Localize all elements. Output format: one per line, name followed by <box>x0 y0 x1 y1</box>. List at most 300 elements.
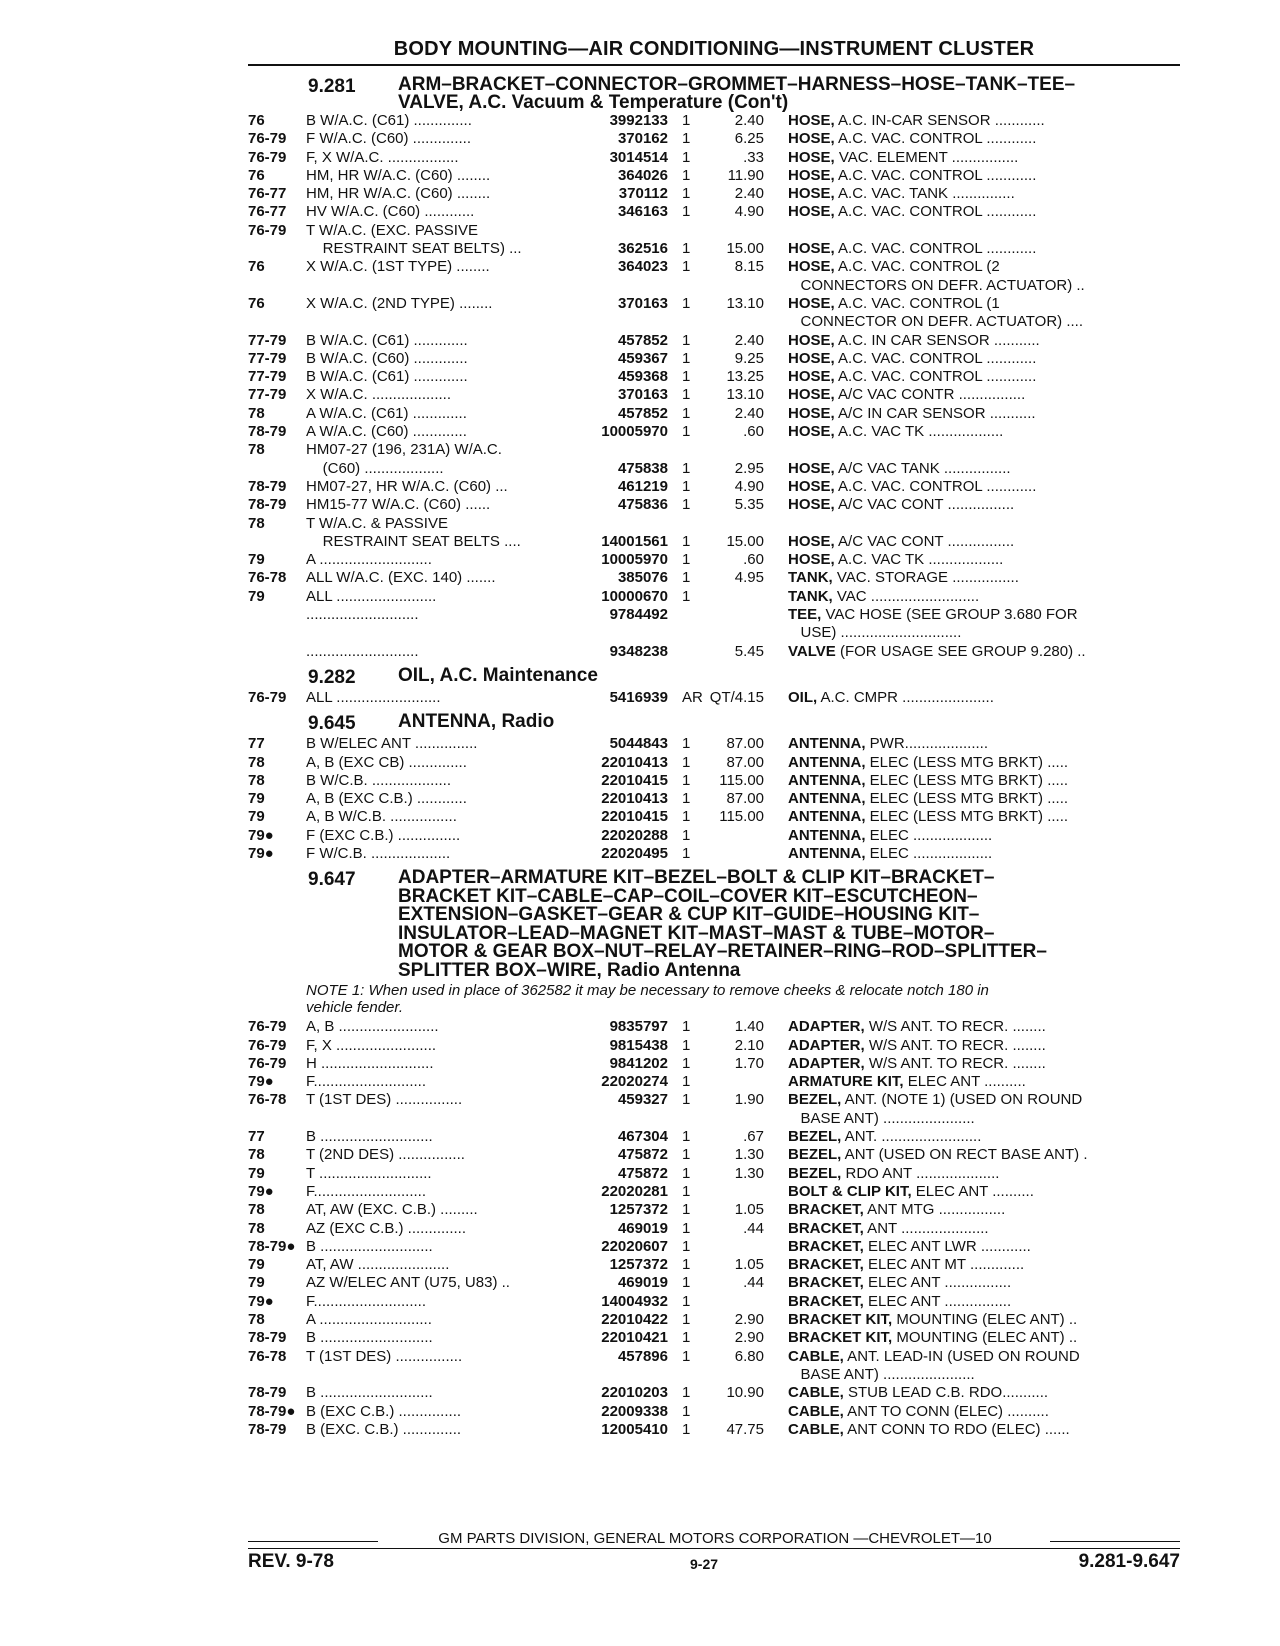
part-name <box>788 827 1188 845</box>
part-name-detail: ELEC (LESS MTG BRKT) ..... <box>865 808 1069 826</box>
part-name-bold: BRACKET, <box>788 1237 864 1255</box>
table-row <box>248 1329 1188 1347</box>
part-name-bold: HOSE, <box>788 148 835 166</box>
part-name-bold: HOSE, <box>788 331 835 349</box>
price: 1.40 <box>734 1018 764 1036</box>
section-title-line: ARM–BRACKET–CONNECTOR–GROMMET–HARNESS–HOSE–TANK–TEE– <box>398 74 1076 95</box>
model-description: ALL ......................... <box>306 688 441 706</box>
model-description: A, B W/C.B. ................ <box>306 808 457 826</box>
table-row <box>248 772 1188 790</box>
part-name-bold: HOSE, <box>788 166 835 184</box>
quantity: 1 <box>682 771 691 789</box>
model-year: 78-79 <box>248 1384 287 1402</box>
part-name <box>788 1110 1188 1128</box>
quantity: 1 <box>682 1164 691 1182</box>
quantity: 1 <box>682 1347 691 1365</box>
part-name <box>788 1091 1188 1109</box>
part-name-detail: CONNECTORS ON DEFR. ACTUATOR) .. <box>788 276 1085 294</box>
model-description: H ........................... <box>306 1054 434 1072</box>
section-header <box>248 869 1188 980</box>
part-name <box>788 1293 1188 1311</box>
price: 1.30 <box>734 1146 764 1164</box>
quantity <box>668 277 698 295</box>
model-description: A ........................... <box>306 1311 432 1329</box>
model-year: 79● <box>248 826 274 844</box>
part-name-detail: A.C. VAC. CONTROL ............ <box>834 368 1037 386</box>
model-year: 76 <box>248 112 265 129</box>
price <box>698 441 788 459</box>
price: .33 <box>743 148 764 166</box>
part-name-detail: A.C. VAC. CONTROL ............ <box>834 477 1037 495</box>
section-header <box>248 713 1188 735</box>
part-number: 22010203 <box>601 1384 668 1402</box>
quantity: 1 <box>682 1128 691 1146</box>
price: 2.40 <box>734 331 764 349</box>
part-number: 5416939 <box>609 688 668 706</box>
price: .60 <box>743 551 764 569</box>
price: 10.90 <box>726 1384 764 1402</box>
price: 13.25 <box>726 368 764 386</box>
part-name-bold: BEZEL, <box>788 1146 842 1164</box>
model-year: 77-79 <box>248 331 287 349</box>
table-row <box>248 1311 1188 1329</box>
part-name-detail: ELEC ................... <box>865 826 993 844</box>
part-name-bold: HOSE, <box>788 404 835 422</box>
model-year: 79 <box>248 808 265 826</box>
part-name-bold: ANTENNA, <box>788 735 866 753</box>
table-row <box>248 405 1188 423</box>
part-number <box>586 313 668 331</box>
model-description: AZ W/ELEC ANT (U75, U83) .. <box>306 1274 510 1292</box>
footer-rule-right <box>1050 1541 1180 1542</box>
model-description <box>306 1366 586 1384</box>
part-name-detail: BASE ANT) ...................... <box>788 1109 975 1127</box>
quantity <box>668 515 698 533</box>
model-description: (C60) ................... <box>306 459 444 477</box>
section-title <box>398 76 1188 112</box>
part-number: 469019 <box>617 1274 668 1292</box>
revision-label: REV. 9-78 <box>248 1551 334 1572</box>
section-title-line: ANTENNA, Radio <box>398 711 555 733</box>
section-header <box>248 76 1188 112</box>
part-number: 459368 <box>617 368 668 386</box>
table-row <box>248 1110 1188 1128</box>
quantity <box>668 1110 698 1128</box>
model-year <box>248 624 306 642</box>
section-title-line: EXTENSION–GASKET–GEAR & CUP KIT–GUIDE–HOUSING KIT– <box>398 904 980 926</box>
model-description: HM07-27 (196, 231A) W/A.C. <box>306 441 502 459</box>
part-name-bold: ARMATURE KIT, <box>788 1073 904 1091</box>
page-number: 9-27 <box>690 1556 719 1572</box>
model-description: T (1ST DES) ................ <box>306 1347 463 1365</box>
quantity <box>668 624 698 642</box>
part-number: 22010413 <box>601 790 668 808</box>
model-year <box>248 643 306 661</box>
model-year: 77-79 <box>248 386 287 404</box>
price: 8.15 <box>734 258 764 276</box>
model-description: B ........................... <box>306 1237 433 1255</box>
part-name-detail: A.C. VAC. CONTROL ............ <box>834 130 1037 148</box>
quantity: 1 <box>682 477 691 495</box>
table-row <box>248 1238 1188 1256</box>
model-year: 76-78 <box>248 1091 287 1109</box>
model-year: 78-79● <box>248 1237 296 1255</box>
table-row <box>248 643 1188 661</box>
table-row <box>248 167 1188 185</box>
model-description: RESTRAINT SEAT BELTS .... <box>306 532 521 550</box>
price: 6.25 <box>734 130 764 148</box>
model-description: A ........................... <box>306 551 432 569</box>
quantity: 1 <box>682 185 691 203</box>
table-row <box>248 130 1188 148</box>
model-description: B ........................... <box>306 1384 433 1402</box>
part-name <box>788 277 1188 295</box>
price <box>698 515 788 533</box>
part-name-bold: ADAPTER, <box>788 1018 865 1036</box>
part-name <box>788 441 1188 459</box>
table-row <box>248 386 1188 404</box>
part-name-bold: ANTENNA, <box>788 771 866 789</box>
page-title: BODY MOUNTING—AIR CONDITIONING—INSTRUMENT CLUSTER <box>393 38 1035 60</box>
part-name <box>788 1238 1188 1256</box>
part-name <box>788 1018 1188 1036</box>
part-name-bold: ADAPTER, <box>788 1036 865 1054</box>
part-number: 459367 <box>617 349 668 367</box>
part-name-detail: A.C. VAC TK .................. <box>834 423 1004 441</box>
part-name <box>788 533 1188 551</box>
model-description <box>306 277 586 295</box>
model-year: 76 <box>248 258 265 276</box>
model-year: 78 <box>248 771 265 789</box>
model-description: B W/A.C. (C61) ............. <box>306 331 468 349</box>
table-row <box>248 1256 1188 1274</box>
part-number: 9835797 <box>609 1018 668 1036</box>
part-name <box>788 1037 1188 1055</box>
model-description: AZ (EXC C.B.) .............. <box>306 1219 467 1237</box>
price <box>698 1403 788 1421</box>
quantity: 1 <box>682 1201 691 1219</box>
part-name-detail: A/C VAC CONT ................ <box>834 532 1015 550</box>
part-name-detail: ELEC ................... <box>865 844 993 862</box>
part-number: 22020274 <box>601 1073 668 1091</box>
model-year: 76-79 <box>248 688 287 706</box>
part-name-detail: A.C. IN-CAR SENSOR ............ <box>834 112 1045 129</box>
price <box>698 1183 788 1201</box>
table-row <box>248 240 1188 258</box>
price: 4.90 <box>734 477 764 495</box>
quantity: 1 <box>682 294 691 312</box>
part-number: 469019 <box>617 1219 668 1237</box>
price: .60 <box>743 423 764 441</box>
part-number: 10005970 <box>601 423 668 441</box>
quantity: 1 <box>682 1420 691 1438</box>
price: 13.10 <box>726 294 764 312</box>
part-name-bold: HOSE, <box>788 294 835 312</box>
quantity: 1 <box>682 1182 691 1200</box>
price <box>698 624 788 642</box>
table-row <box>248 332 1188 350</box>
quantity: 1 <box>682 423 691 441</box>
part-name <box>788 167 1188 185</box>
model-description <box>306 624 586 642</box>
quantity: 1 <box>682 1402 691 1420</box>
table-row <box>248 1128 1188 1146</box>
table-row <box>248 277 1188 295</box>
model-year <box>248 533 306 551</box>
part-name-bold: HOSE, <box>788 130 835 148</box>
part-number: 362516 <box>617 240 668 258</box>
part-number <box>586 515 668 533</box>
part-name-detail: USE) ............................. <box>788 624 962 642</box>
quantity: 1 <box>682 386 691 404</box>
part-number: 1257372 <box>609 1256 668 1274</box>
table-row <box>248 1073 1188 1091</box>
section-title-line: ADAPTER–ARMATURE KIT–BEZEL–BOLT & CLIP KIT–BRACKET– <box>398 867 995 889</box>
model-year: 76-78 <box>248 1347 287 1365</box>
part-name <box>788 1256 1188 1274</box>
part-name-bold: HOSE, <box>788 349 835 367</box>
part-name-detail: A.C. VAC. CONTROL ............ <box>834 349 1037 367</box>
part-name <box>788 569 1188 587</box>
model-description: T W/A.C. & PASSIVE <box>306 514 448 532</box>
model-description: HM, HR W/A.C. (C60) ........ <box>306 166 491 184</box>
part-number: 3014514 <box>609 148 668 166</box>
quantity: 1 <box>682 258 691 276</box>
part-number: 370112 <box>618 185 668 203</box>
table-row <box>248 222 1188 240</box>
quantity <box>668 1366 698 1384</box>
part-name-bold: TANK, <box>788 569 833 587</box>
part-name <box>788 1311 1188 1329</box>
part-name <box>788 240 1188 258</box>
part-number: 5044843 <box>609 735 668 753</box>
quantity: 1 <box>682 1018 691 1036</box>
quantity: 1 <box>682 826 691 844</box>
quantity <box>668 643 698 661</box>
part-number: 3992133 <box>609 112 668 129</box>
model-year: 77-79 <box>248 349 287 367</box>
part-name <box>788 313 1188 331</box>
model-description: B (EXC. C.B.) .............. <box>306 1420 462 1438</box>
price: 1.05 <box>734 1256 764 1274</box>
section-spacer <box>248 1439 1188 1445</box>
price: 2.90 <box>734 1329 764 1347</box>
quantity: 1 <box>682 496 691 514</box>
model-description: ALL W/A.C. (EXC. 140) ....... <box>306 569 496 587</box>
table-row <box>248 533 1188 551</box>
price <box>698 588 788 606</box>
price: 1.30 <box>734 1164 764 1182</box>
part-number: 475872 <box>617 1164 668 1182</box>
part-name <box>788 624 1188 642</box>
part-name <box>788 1421 1188 1439</box>
quantity: 1 <box>682 130 691 148</box>
part-name-detail: RDO ANT .................... <box>841 1164 1000 1182</box>
part-name-bold: BEZEL, <box>788 1164 842 1182</box>
model-description: X W/A.C. ................... <box>306 386 452 404</box>
table-row <box>248 1055 1188 1073</box>
part-name-bold: CABLE, <box>788 1420 844 1438</box>
part-name <box>788 754 1188 772</box>
quantity: 1 <box>682 735 691 753</box>
quantity: 1 <box>682 112 691 129</box>
part-name <box>788 790 1188 808</box>
model-description: A, B (EXC C.B.) ............ <box>306 790 467 808</box>
table-row <box>248 754 1188 772</box>
part-name-detail: VAC HOSE (SEE GROUP 3.680 FOR <box>821 606 1078 624</box>
model-description: X W/A.C. (2ND TYPE) ........ <box>306 294 493 312</box>
section-note <box>306 982 1156 1016</box>
table-row <box>248 569 1188 587</box>
quantity: 1 <box>682 1219 691 1237</box>
part-name-bold: HOSE, <box>788 496 835 514</box>
model-description: B W/ELEC ANT ............... <box>306 735 478 753</box>
section-number: 9.645 <box>308 713 356 735</box>
part-name-detail: ANT. (NOTE 1) (USED ON ROUND <box>841 1091 1083 1109</box>
model-description: RESTRAINT SEAT BELTS) ... <box>306 240 522 258</box>
part-number: 22010415 <box>601 808 668 826</box>
part-name-detail: A.C. VAC. CONTROL (1 <box>834 294 1000 312</box>
price: 15.00 <box>726 240 764 258</box>
part-name-detail: W/S ANT. TO RECR. ........ <box>864 1054 1046 1072</box>
part-number: 22010413 <box>601 753 668 771</box>
price: 11.90 <box>727 166 764 184</box>
part-name-bold: HOSE, <box>788 240 835 258</box>
quantity: 1 <box>682 569 691 587</box>
quantity: 1 <box>682 551 691 569</box>
table-row <box>248 185 1188 203</box>
quantity: 1 <box>682 1054 691 1072</box>
price: 4.95 <box>734 569 764 587</box>
part-number: 22010422 <box>601 1311 668 1329</box>
note-line: NOTE 1: When used in place of 362582 it may be necessary to remove cheeks & relocate notch 180 in <box>306 982 989 1000</box>
part-name <box>788 689 1188 707</box>
table-row <box>248 423 1188 441</box>
table-row <box>248 149 1188 167</box>
model-description: F........................... <box>306 1182 427 1200</box>
quantity: 1 <box>682 1274 691 1292</box>
part-number: 9815438 <box>609 1036 668 1054</box>
part-name-detail: W/S ANT. TO RECR. ........ <box>864 1036 1046 1054</box>
part-number: 457852 <box>617 404 668 422</box>
part-number: 370162 <box>617 130 668 148</box>
quantity: 1 <box>682 1146 691 1164</box>
part-name-detail: ANT CONN TO RDO (ELEC) ...... <box>843 1420 1070 1438</box>
price: 5.35 <box>734 496 764 514</box>
model-year: 79 <box>248 551 265 569</box>
part-name-detail: MOUNTING (ELEC ANT) .. <box>892 1311 1078 1329</box>
part-number: 10005970 <box>601 551 668 569</box>
section-number: 9.281 <box>308 76 356 97</box>
part-name <box>788 1366 1188 1384</box>
section-title <box>398 869 1188 980</box>
part-name <box>788 1220 1188 1238</box>
price: 6.80 <box>734 1347 764 1365</box>
part-name-bold: HOSE, <box>788 532 835 550</box>
part-number <box>586 1110 668 1128</box>
part-name-bold: HOSE, <box>788 112 835 129</box>
part-number: 22010421 <box>601 1329 668 1347</box>
part-name-bold: CABLE, <box>788 1402 844 1420</box>
part-name <box>788 845 1188 863</box>
model-description <box>306 1110 586 1128</box>
part-name-bold: ADAPTER, <box>788 1054 865 1072</box>
part-name-bold: HOSE, <box>788 386 835 404</box>
table-row <box>248 112 1188 130</box>
table-row <box>248 478 1188 496</box>
model-year: 79 <box>248 1274 265 1292</box>
price: 1.70 <box>734 1054 764 1072</box>
price: QT/4.15 <box>709 688 764 706</box>
price: 2.90 <box>734 1311 764 1329</box>
model-year: 78 <box>248 514 265 532</box>
model-year <box>248 606 306 624</box>
price: 1.05 <box>734 1201 764 1219</box>
price: 87.00 <box>726 735 764 753</box>
price: 47.75 <box>726 1420 764 1438</box>
section-title-line: VALVE, A.C. Vacuum & Temperature (Con't) <box>398 92 789 113</box>
part-name <box>788 368 1188 386</box>
price <box>698 1073 788 1091</box>
part-name <box>788 808 1188 826</box>
price <box>698 827 788 845</box>
part-name-bold: ANTENNA, <box>788 790 866 808</box>
quantity: 1 <box>682 808 691 826</box>
part-name-detail: ANT TO CONN (ELEC) .......... <box>843 1402 1049 1420</box>
quantity: 1 <box>682 1384 691 1402</box>
quantity: 1 <box>682 790 691 808</box>
part-name-bold: CABLE, <box>788 1347 844 1365</box>
part-name-detail: A.C. CMPR ...................... <box>817 688 994 706</box>
part-name-bold: BRACKET, <box>788 1201 864 1219</box>
model-description: AT, AW (EXC. C.B.) ......... <box>306 1201 478 1219</box>
part-number: 457896 <box>617 1347 668 1365</box>
part-name <box>788 130 1188 148</box>
model-year <box>248 277 306 295</box>
quantity: 1 <box>682 240 691 258</box>
quantity: 1 <box>682 1036 691 1054</box>
quantity: 1 <box>682 166 691 184</box>
model-year <box>248 1366 306 1384</box>
model-year: 78 <box>248 753 265 771</box>
model-description: B ........................... <box>306 1128 433 1146</box>
part-name <box>788 332 1188 350</box>
part-name-detail: A.C. VAC. CONTROL ............ <box>834 240 1037 258</box>
model-description: F........................... <box>306 1073 427 1091</box>
model-description: X W/A.C. (1ST TYPE) ........ <box>306 258 490 276</box>
model-year: 79 <box>248 790 265 808</box>
quantity: 1 <box>682 1292 691 1310</box>
part-name-detail: A/C VAC CONTR ................ <box>834 386 1026 404</box>
table-row <box>248 258 1188 276</box>
section-title-line: MOTOR & GEAR BOX–NUT–RELAY–RETAINER–RING–ROD–SPLITTER– <box>398 941 1047 963</box>
part-name-bold: BRACKET, <box>788 1256 864 1274</box>
part-name-detail: ELEC (LESS MTG BRKT) ..... <box>865 753 1069 771</box>
quantity: 1 <box>682 349 691 367</box>
table-row <box>248 735 1188 753</box>
table-row <box>248 1146 1188 1164</box>
part-name-detail: ELEC ANT LWR ............ <box>863 1237 1031 1255</box>
price <box>698 1366 788 1384</box>
model-description: F, X ........................ <box>306 1036 437 1054</box>
part-number: 22009338 <box>601 1402 668 1420</box>
part-number: 370163 <box>617 294 668 312</box>
model-year: 78-79● <box>248 1402 296 1420</box>
part-number: 9348238 <box>609 642 668 660</box>
part-name <box>788 386 1188 404</box>
price <box>698 1238 788 1256</box>
part-name <box>788 460 1188 478</box>
